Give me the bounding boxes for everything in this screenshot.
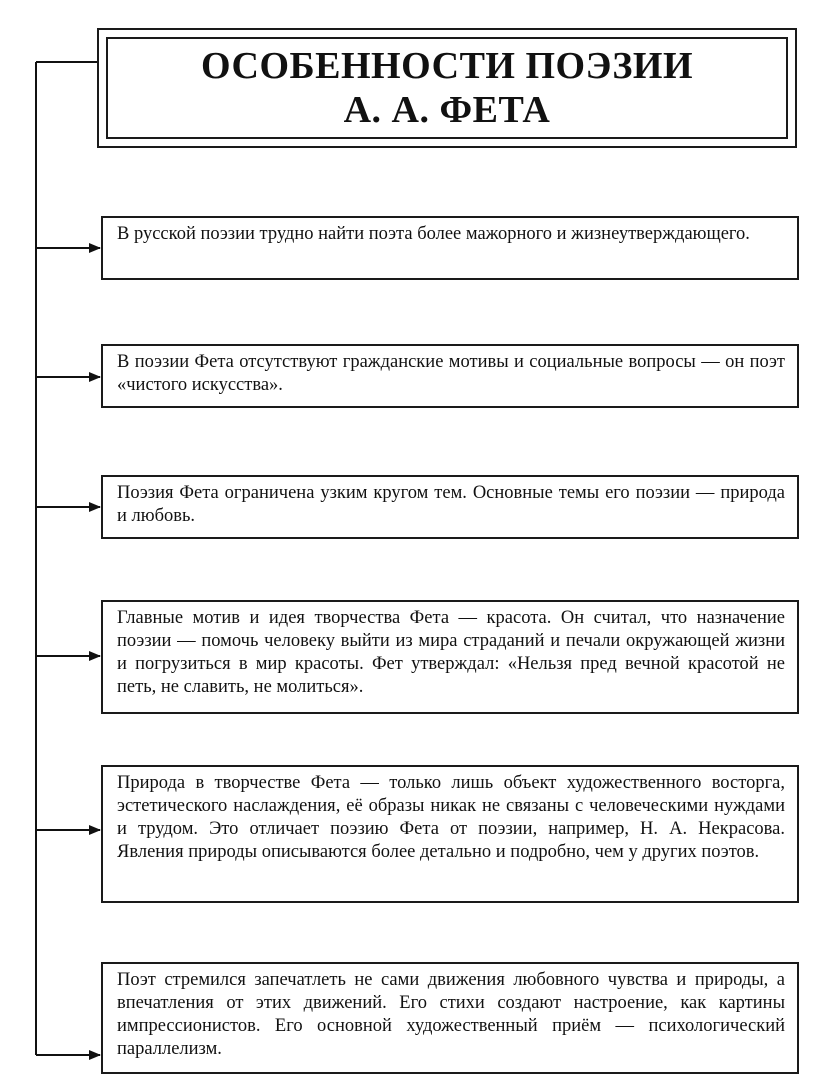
feature-box-4: Главные мотив и идея творчества Фета — красота. Он считал, что назначение поэзии — помочь человеку выйти из мира страданий и печали окружающей жизни и погрузиться в мир красоты. Фет утверждал: «Нельзя пред вечной красотой не петь, не славить, не молиться». xyxy=(101,600,799,714)
feature-box-3: Поэзия Фета ограничена узким кругом тем. Основные темы его поэзии — природа и любовь. xyxy=(101,475,799,539)
feature-box-2: В поэзии Фета отсутствуют гражданские мотивы и социальные вопросы — он поэт «чистого искусства». xyxy=(101,344,799,408)
title-line-2: А. А. ФЕТА xyxy=(343,89,551,131)
feature-box-1: В русской поэзии трудно найти поэта более мажорного и жизнеутверждающего. xyxy=(101,216,799,280)
feature-box-6: Поэт стремился запечатлеть не сами движения любовного чувства и природы, а впечатления от этих движений. Его стихи создают настроение, как картины импрессионистов. Его основной художественный приём — психологический параллелизм. xyxy=(101,962,799,1074)
feature-box-5: Природа в творчестве Фета — только лишь объект художественного восторга, эстетического наслаждения, её образы никак не связаны с человеческими нуждами и трудом. Это отличает поэзию Фета от поэзии, например, Н. А. Некрасова. Явления природы описываются более детально и подробно, чем у других поэтов. xyxy=(101,765,799,903)
title-line-1: ОСОБЕННОСТИ ПОЭЗИИ xyxy=(201,45,693,87)
title-frame xyxy=(97,28,797,148)
title-inner-frame xyxy=(106,37,788,139)
